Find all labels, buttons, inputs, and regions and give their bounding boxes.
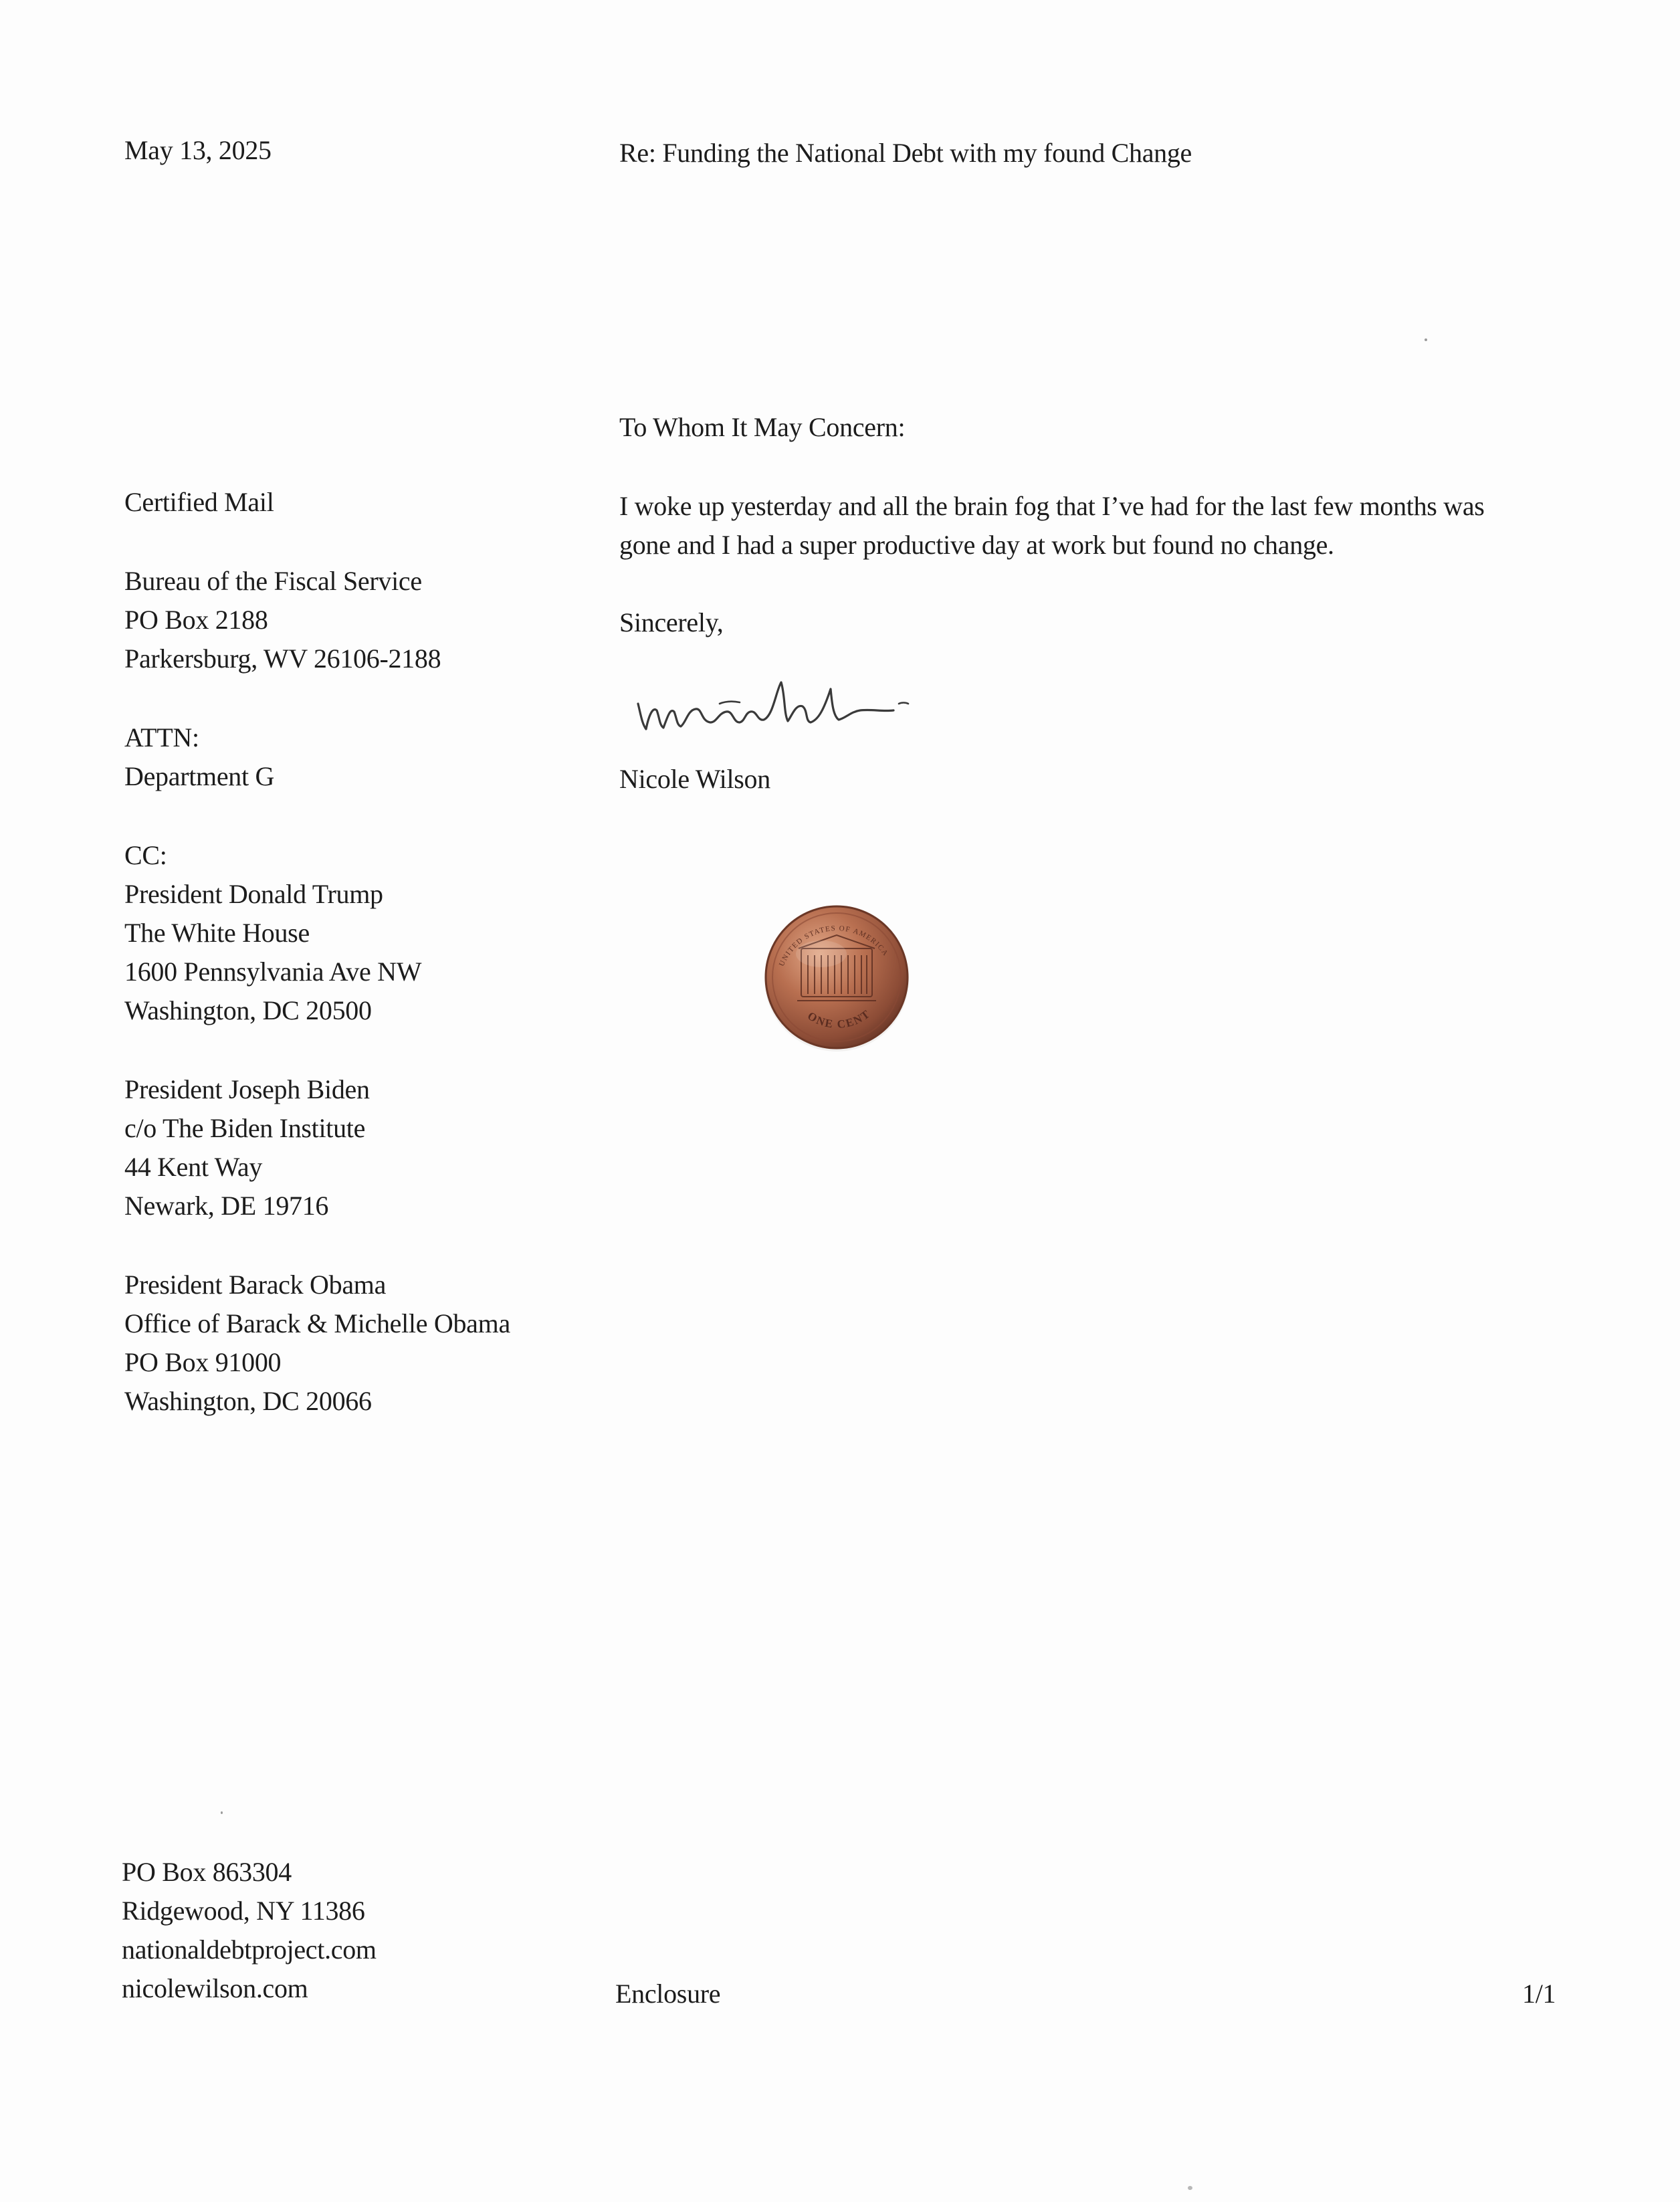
cc-line: 44 Kent Way: [124, 1152, 263, 1182]
return-po-box: PO Box 863304: [122, 1857, 292, 1887]
recipient-address: [124, 562, 441, 678]
body-line: I woke up yesterday and all the brain fog that I’ve had for the last few months was: [619, 491, 1485, 521]
signer-name: Nicole Wilson: [619, 764, 770, 794]
page-number: 1/1: [1522, 1979, 1556, 2009]
delivery-method: Certified Mail: [124, 487, 274, 517]
scan-speck: [1425, 338, 1427, 341]
body-line: gone and I had a super productive day at work but found no change.: [619, 530, 1334, 560]
cc-line: Washington, DC 20500: [124, 995, 372, 1025]
cc-label: CC:: [124, 840, 167, 870]
cc-address-trump: [124, 875, 421, 1030]
recipient-name: Bureau of the Fiscal Service: [124, 566, 422, 596]
cc-line: Newark, DE 19716: [124, 1191, 329, 1221]
website-link: nicolewilson.com: [122, 1973, 308, 2003]
attn-department: Department G: [124, 761, 275, 791]
cc-line: President Barack Obama: [124, 1270, 387, 1300]
cc-line: President Donald Trump: [124, 879, 383, 909]
recipient-po-box: PO Box 2188: [124, 605, 268, 635]
cc-address-biden: [124, 1070, 370, 1225]
cc-line: c/o The Biden Institute: [124, 1113, 366, 1143]
enclosure-label: Enclosure: [615, 1979, 721, 2009]
recipient-city: Parkersburg, WV 26106-2188: [124, 643, 441, 674]
svg-text:ONE CENT: ONE CENT: [805, 1007, 873, 1031]
letter-subject: Re: Funding the National Debt with my found Change: [619, 138, 1192, 168]
cc-line: PO Box 91000: [124, 1347, 282, 1377]
cc-line: The White House: [124, 918, 310, 948]
letter-body: [619, 487, 1485, 565]
attn-label: ATTN:: [124, 722, 199, 753]
letter-date: May 13, 2025: [124, 135, 272, 165]
website-link: nationaldebtproject.com: [122, 1934, 377, 1965]
closing: Sincerely,: [619, 607, 724, 637]
penny-coin-icon: [760, 900, 914, 1054]
salutation: To Whom It May Concern:: [619, 412, 906, 442]
return-address: [122, 1853, 377, 2008]
cc-line: 1600 Pennsylvania Ave NW: [124, 957, 422, 987]
cc-line: President Joseph Biden: [124, 1074, 370, 1104]
svg-text:UNITED STATES OF AMERICA: UNITED STATES OF AMERICA: [777, 924, 890, 968]
attention-line: [124, 718, 274, 796]
scan-speck: [221, 1811, 223, 1814]
scan-speck: [1188, 2186, 1192, 2190]
cc-line: Office of Barack & Michelle Obama: [124, 1308, 510, 1338]
cc-line: Washington, DC 20066: [124, 1386, 372, 1416]
return-city: Ridgewood, NY 11386: [122, 1896, 365, 1926]
handwritten-signature: [633, 662, 954, 749]
cc-address-obama: [124, 1266, 510, 1421]
